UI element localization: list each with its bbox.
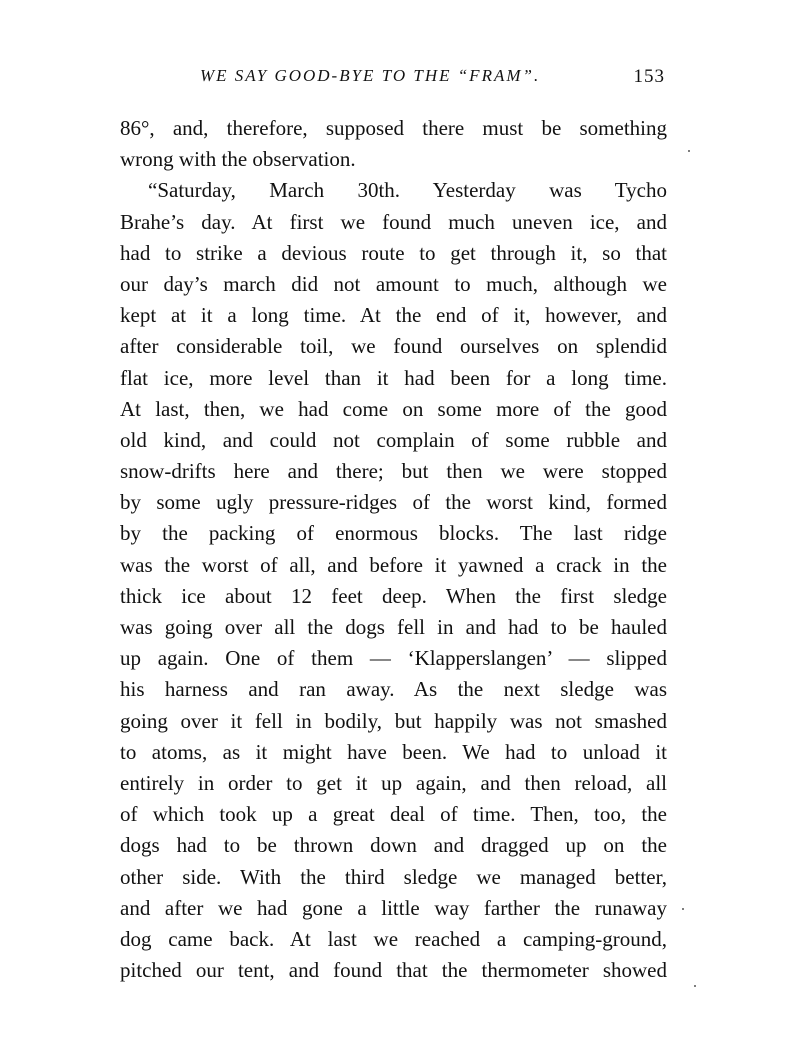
text-line: At last, then, we had come on some more of the good (120, 396, 667, 421)
text-line: flat ice, more level than it had been for a long time. (120, 365, 667, 390)
text-line: and after we had gone a little way farther the runaway (120, 895, 667, 920)
text-line: Brahe’s day. At first we found much uneven ice, and (120, 209, 667, 234)
page-number: 153 (633, 66, 665, 87)
text-line: dog came back. At last we reached a camping-ground, (120, 926, 667, 951)
text-line: wrong with the observation. (120, 147, 356, 172)
text-line: up again. One of them — ‘Klapperslangen’ — slipped (120, 646, 667, 671)
text-line: old kind, and could not complain of some rubble and (120, 427, 667, 452)
text-line: 86°, and, therefore, supposed there must be something (120, 116, 667, 140)
text-line: going over it fell in bodily, but happily was not smashed (120, 708, 667, 733)
text-line: thick ice about 12 feet deep. When the first sledge (120, 583, 667, 608)
text-line: dogs had to be thrown down and dragged up on the (120, 833, 667, 858)
running-title: WE SAY GOOD-BYE TO THE “FRAM”. (200, 66, 541, 85)
text-line: our day’s march did not amount to much, although we (120, 271, 667, 296)
text-line: to atoms, as it might have been. We had to unload it (120, 739, 667, 764)
text-line: “Saturday, March 30th. Yesterday was Tycho (148, 178, 667, 203)
text-line: other side. With the third sledge we managed better, (120, 864, 667, 889)
paper-speck (688, 150, 690, 152)
text-line: his harness and ran away. As the next sledge was (120, 677, 667, 702)
text-line: snow-drifts here and there; but then we were stopped (120, 459, 667, 484)
text-line: was going over all the dogs fell in and had to be hauled (120, 615, 667, 639)
text-line: by some ugly pressure-ridges of the worst kind, formed (120, 490, 667, 515)
paper-speck (682, 908, 684, 910)
text-line: entirely in order to get it up again, and then reload, all (120, 770, 667, 795)
text-line: of which took up a great deal of time. Then, too, the (120, 802, 667, 827)
text-line: kept at it a long time. At the end of it, however, and (120, 303, 667, 328)
text-line: by the packing of enormous blocks. The last ridge (120, 521, 667, 546)
text-line: was the worst of all, and before it yawned a crack in the (120, 552, 667, 577)
paper-speck (694, 985, 696, 987)
text-line: pitched our tent, and found that the thermometer showed (120, 958, 667, 983)
body-text (120, 113, 667, 986)
running-head (120, 66, 665, 94)
text-line: after considerable toil, we found ourselves on splendid (120, 334, 667, 359)
text-line: had to strike a devious route to get through it, so that (120, 240, 667, 265)
